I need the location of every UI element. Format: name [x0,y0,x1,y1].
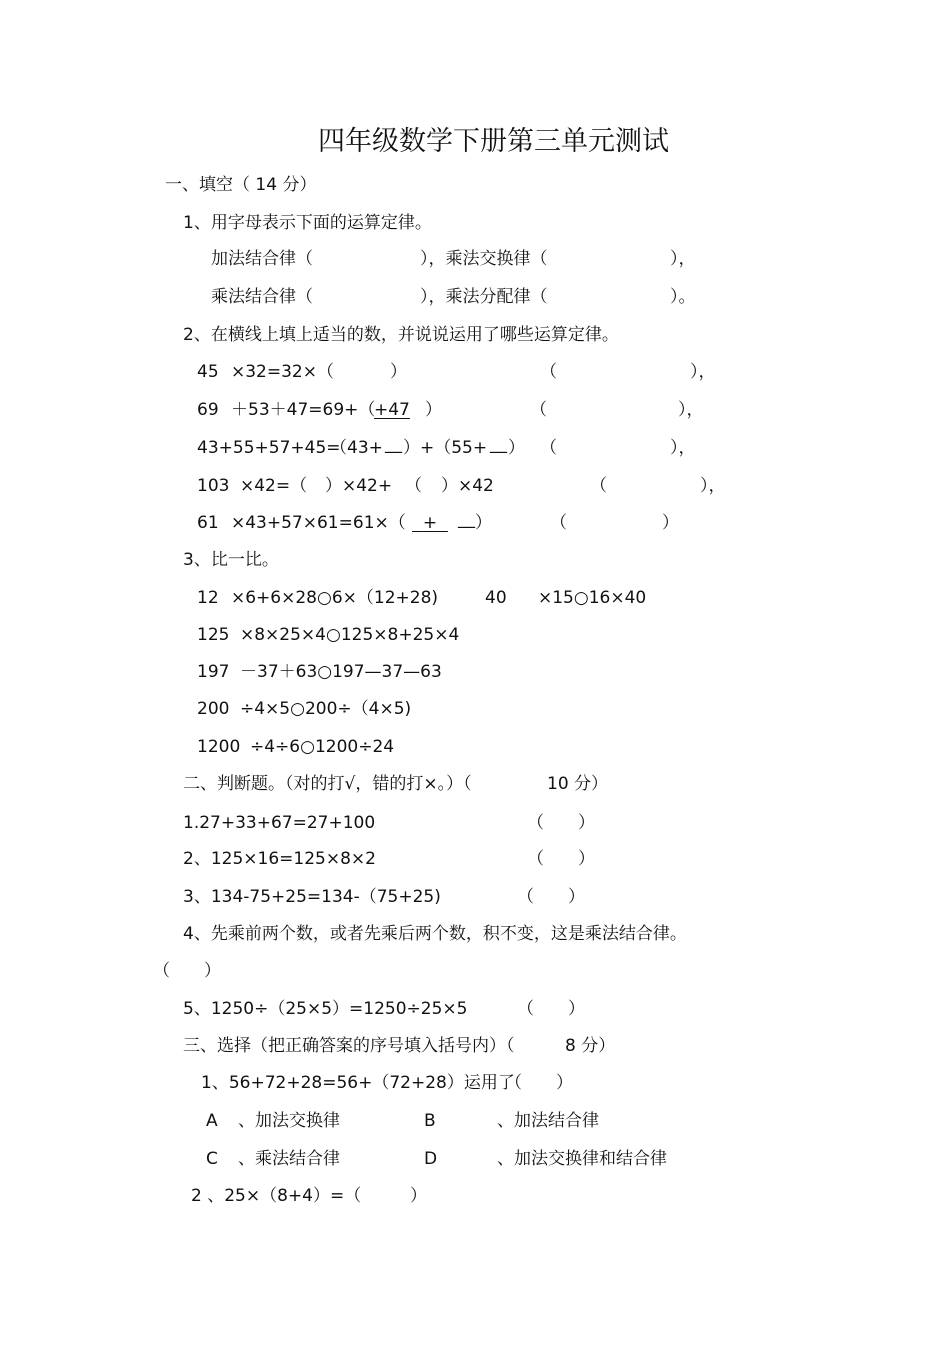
page-title: 四年级数学下册第三单元测试 [318,126,669,157]
q2-text: 2、在横线上填上适当的数，并说说运用了哪些运算定律。 [183,325,619,345]
q3-text: 3、比一比。 [183,550,279,570]
q1-text: 1、用字母表示下面的运算定律。 [183,213,432,233]
section-1-heading: 一、填空（ 14 分） [165,175,317,195]
